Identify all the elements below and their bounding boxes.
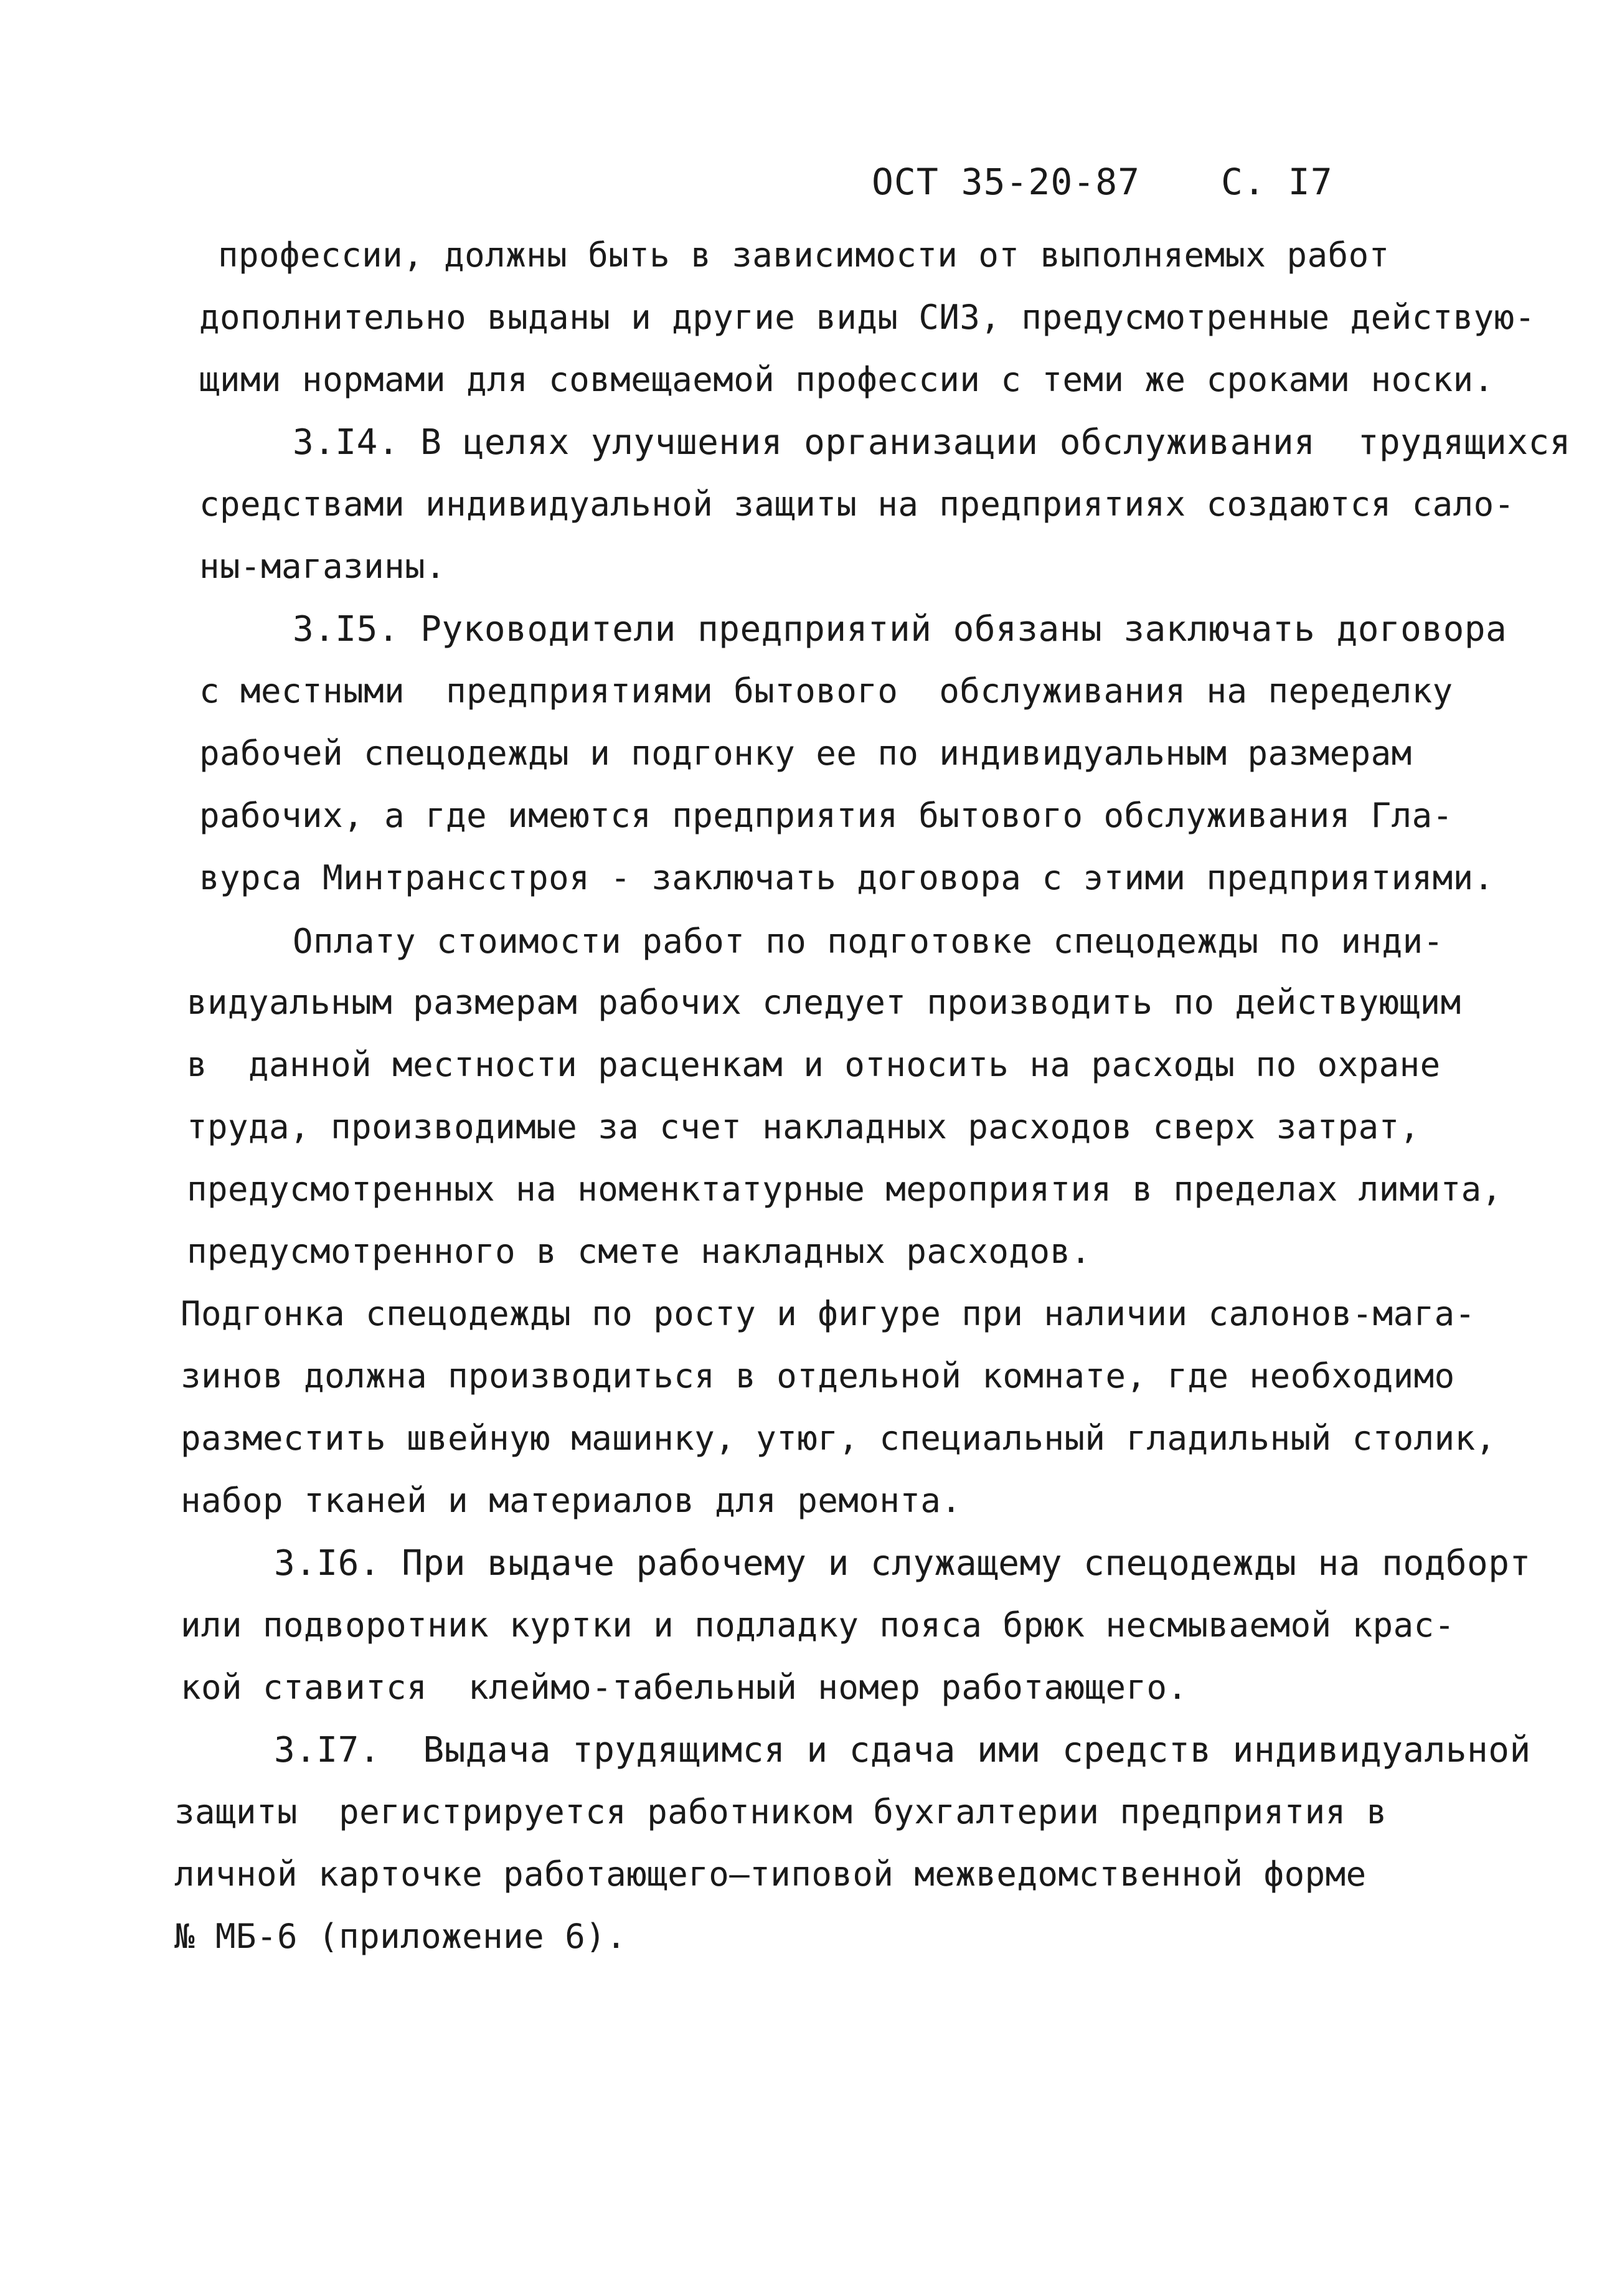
text-line: 3.I7. Выдача трудящимся и сдача ими средств индивидуальной [274, 1730, 1531, 1770]
text-line: в данной местности расценкам и относить на расходы по охране [187, 1045, 1441, 1084]
text-line: или подворотник куртки и подладку пояса брюк несмываемой крас- [181, 1605, 1455, 1645]
text-line: ны-магазины. [199, 547, 446, 586]
page-number: С. I7 [1221, 161, 1333, 203]
text-line: предусмотренного в смете накладных расходов. [187, 1232, 1091, 1271]
text-line: личной карточке работающего—типовой межведомственной форме [174, 1854, 1367, 1894]
document-code: ОСТ 35-20-87 [872, 161, 1141, 203]
text-line: № МБ-6 (приложение 6). [174, 1917, 627, 1956]
text-line: рабочих, а где имеются предприятия бытового обслуживания Гла- [199, 796, 1453, 835]
text-line: рабочей спецодежды и подгонку ее по индивидуальным размерам [199, 734, 1412, 773]
text-line: средствами индивидуальной защиты на предприятиях создаются сало- [199, 484, 1515, 524]
text-line: щими нормами для совмещаемой профессии с теми же сроками носки. [199, 360, 1494, 399]
text-line: предусмотренных на номенктатурные мероприятия в пределах лимита, [187, 1169, 1502, 1209]
text-line: с местными предприятиями бытового обслуживания на переделку [199, 671, 1453, 711]
text-line: труда, производимые за счет накладных расходов сверх затрат, [187, 1107, 1420, 1146]
text-line: зинов должна производиться в отдельной комнате, где необходимо [181, 1356, 1455, 1396]
text-line: Подгонка спецодежды по росту и фигуре при наличии салонов-мага- [181, 1294, 1476, 1333]
text-line: Оплату стоимости работ по подготовке спецодежды по инди- [293, 922, 1444, 961]
text-line: видуальным размерам рабочих следует производить по действующим [187, 983, 1461, 1022]
text-line: 3.I5. Руководители предприятий обязаны заключать договора [293, 609, 1507, 650]
text-line: 3.I4. В целях улучшения организации обслуживания трудящихся [293, 422, 1571, 463]
text-line: кой ставится клеймо-табельный номер работающего. [181, 1668, 1188, 1707]
text-line: профессии, должны быть в зависимости от выполняемых работ [218, 235, 1390, 275]
page-header [872, 161, 1333, 203]
text-line: дополнительно выданы и другие виды СИЗ, предусмотренные действую- [199, 298, 1535, 337]
text-line: вурса Минтрансстроя - заключать договора с этими предприятиями. [199, 858, 1494, 897]
text-line: защиты регистрируется работником бухгалтерии предприятия в [174, 1792, 1387, 1831]
text-line: разместить швейную машинку, утюг, специальный гладильный столик, [181, 1419, 1496, 1458]
text-line: набор тканей и материалов для ремонта. [181, 1481, 962, 1520]
text-line: 3.I6. При выдаче рабочему и служащему спецодежды на подборт [274, 1543, 1531, 1584]
